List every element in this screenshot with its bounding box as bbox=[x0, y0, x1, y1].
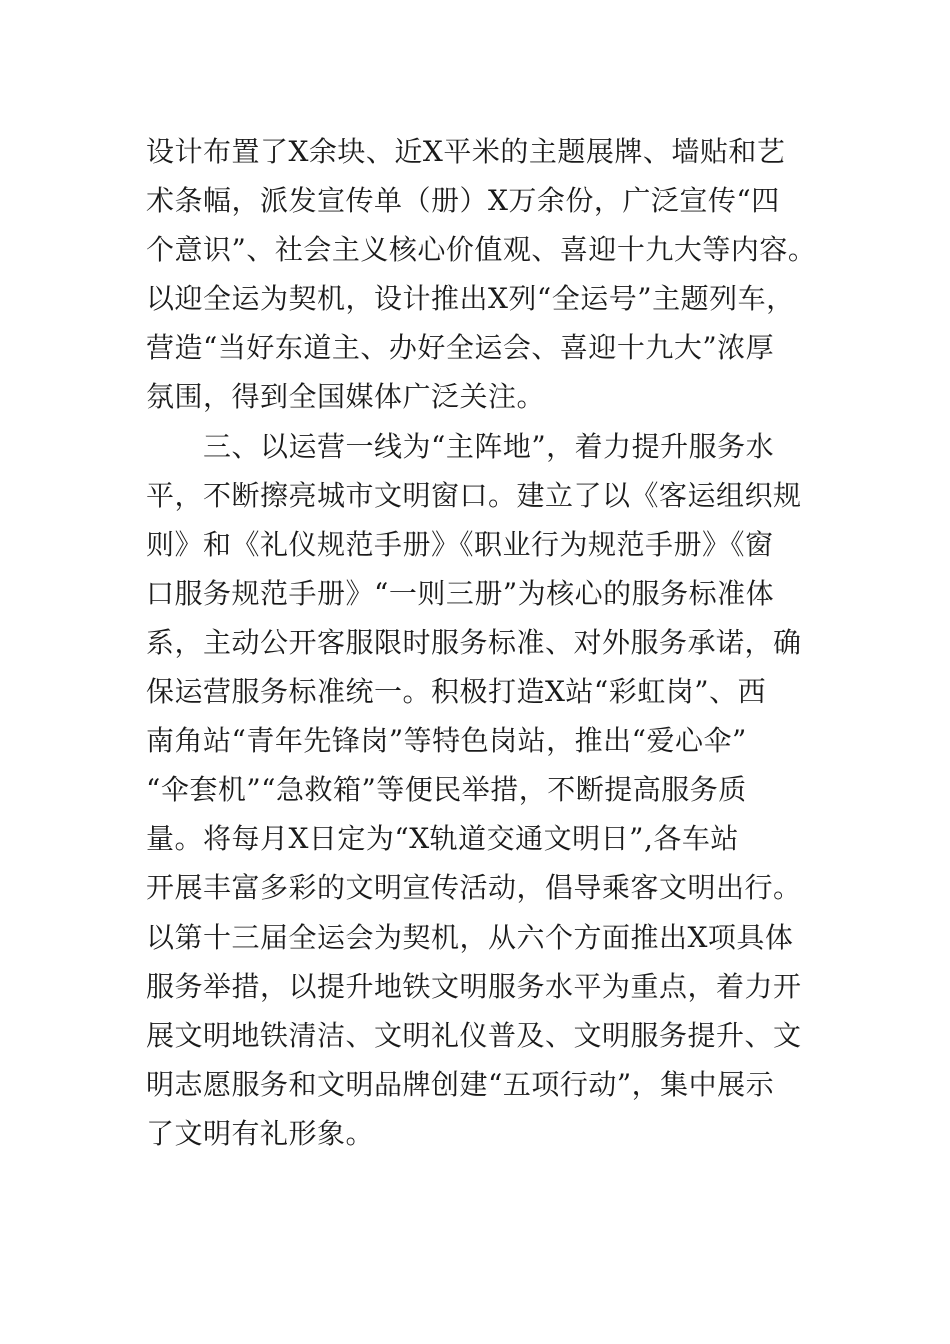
text-line-16: 开展丰富多彩的文明宣传活动，倡导乘客文明出行。 bbox=[146, 871, 802, 905]
text-line-4: 以迎全运为契机，设计推出X列“全运号”主题列车， bbox=[146, 282, 795, 316]
body-text bbox=[146, 127, 836, 1158]
text-line-18: 服务举措，以提升地铁文明服务水平为重点，着力开 bbox=[146, 969, 802, 1003]
text-line-8: 平，不断擦亮城市文明窗口。建立了以《客运组织规 bbox=[146, 478, 802, 512]
text-line-5: 营造“当好东道主、办好全运会、喜迎十九大”浓厚 bbox=[146, 331, 775, 365]
text-line-3: 个意识”、社会主义核心价值观、喜迎十九大等内容。 bbox=[146, 233, 817, 267]
text-line-14: “伞套机”“急救箱”等便民举措，不断提高服务质 bbox=[146, 773, 747, 807]
text-line-9: 则》和《礼仪规范手册》《职业行为规范手册》《窗 bbox=[146, 527, 774, 561]
text-line-13: 南角站“青年先锋岗”等特色岗站，推出“爱心伞” bbox=[146, 724, 747, 758]
text-line-21: 了文明有礼形象。 bbox=[146, 1116, 375, 1150]
text-line-2: 术条幅，派发宣传单（册）X万余份，广泛宣传“四 bbox=[146, 184, 780, 218]
text-line-17: 以第十三届全运会为契机，从六个方面推出X项具体 bbox=[146, 920, 794, 954]
text-line-1: 设计布置了X余块、近X平米的主题展牌、墙贴和艺 bbox=[146, 135, 786, 168]
text-line-11: 系，主动公开客服限时服务标准、对外服务承诺，确 bbox=[146, 625, 802, 659]
text-line-6: 氛围，得到全国媒体广泛关注。 bbox=[146, 380, 546, 414]
text-line-12: 保运营服务标准统一。积极打造X站“彩虹岗”、西 bbox=[146, 675, 767, 709]
text-line-10: 口服务规范手册》“一则三册”为核心的服务标准体 bbox=[146, 576, 775, 610]
text-line-20: 明志愿服务和文明品牌创建“五项行动”，集中展示 bbox=[146, 1067, 775, 1101]
text-line-19: 展文明地铁清洁、文明礼仪普及、文明服务提升、文 bbox=[146, 1018, 802, 1052]
text-line-15: 量。将每月X日定为“X轨道交通文明日”,各车站 bbox=[146, 822, 739, 856]
text-line-7: 三、以运营一线为“主阵地”，着力提升服务水 bbox=[146, 429, 775, 463]
